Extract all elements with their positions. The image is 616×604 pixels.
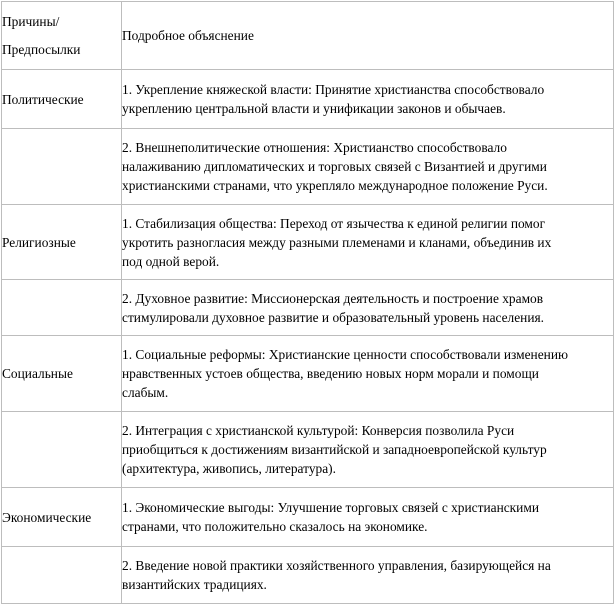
- explanation-cell: [122, 129, 614, 205]
- explanation-line: странами, что положительно сказалось на экономике.: [122, 519, 428, 534]
- table-row: [2, 129, 614, 205]
- table-row: [2, 412, 614, 488]
- header-causes-line1: Причины/: [2, 13, 60, 29]
- header-causes-line2: Предпосылки: [2, 41, 81, 57]
- explanation-line: 2. Интеграция с христианской культурой: Конверсия позволила Руси: [122, 423, 515, 438]
- explanation-cell: [122, 547, 614, 604]
- explanation-line: 1. Экономические выгоды: Улучшение торговых связей с христианскими: [122, 500, 539, 515]
- explanation-line: 1. Укрепление княжеской власти: Принятие христианства способствовало: [122, 82, 545, 97]
- category-cell-empty: [2, 280, 122, 336]
- header-cell-causes: [2, 2, 122, 70]
- category-cell-empty: [2, 547, 122, 604]
- category-cell: Политические: [2, 70, 122, 129]
- table-row: [2, 70, 614, 129]
- explanation-line: христианскими странами, что укрепляло международное положение Руси.: [122, 178, 548, 193]
- explanation-line: нравственных устоев общества, введению новых норм морали и помощи: [122, 366, 539, 381]
- explanation-line: стимулировали духовное развитие и образовательный уровень населения.: [122, 309, 545, 325]
- category-cell: Социальные: [2, 336, 122, 412]
- explanation-line: византийских традициях.: [122, 577, 267, 592]
- explanation-line: укреплению центральной власти и унификации законов и обычаев.: [122, 101, 506, 116]
- category-cell: Экономические: [2, 488, 122, 547]
- document-table: [1, 1, 614, 604]
- explanation-line: 2. Внешнеполитические отношения: Христианство способствовало: [122, 140, 507, 155]
- explanation-cell: [122, 205, 614, 280]
- explanation-line: приобщиться к достижениям византийской и западноевропейской культур: [122, 442, 547, 457]
- table-row: [2, 547, 614, 604]
- explanation-cell: [122, 70, 614, 129]
- category-cell: Религиозные: [2, 205, 122, 280]
- explanation-cell: [122, 488, 614, 547]
- category-cell-empty: [2, 129, 122, 205]
- explanation-line: 1. Социальные реформы: Христианские ценности способствовали изменению: [122, 347, 568, 362]
- explanation-cell: [122, 336, 614, 412]
- explanation-line: 2. Духовное развитие: Миссионерская деятельность и построение храмов: [122, 290, 544, 306]
- explanation-line: слабым.: [122, 385, 169, 400]
- explanation-line: (архитектура, живопись, литература).: [122, 461, 336, 476]
- table-row: [2, 336, 614, 412]
- explanation-line: укротить разногласия между разными племенами и кланами, объединив их: [122, 234, 552, 250]
- explanation-line: налаживанию дипломатических и торговых связей с Византией и другими: [122, 159, 547, 174]
- header-cell-explanation: Подробное объяснение: [122, 2, 614, 70]
- explanation-line: 1. Стабилизация общества: Переход от язычества к единой религии помог: [122, 215, 546, 231]
- table-row: [2, 488, 614, 547]
- explanation-line: 2. Введение новой практики хозяйственного управления, базирующейся на: [122, 558, 551, 573]
- explanation-cell: [122, 280, 614, 336]
- explanation-line: под одной верой.: [122, 253, 220, 269]
- table-row: [2, 280, 614, 336]
- table-row: [2, 205, 614, 280]
- category-cell-empty: [2, 412, 122, 488]
- table-header-row: [2, 2, 614, 70]
- explanation-cell: [122, 412, 614, 488]
